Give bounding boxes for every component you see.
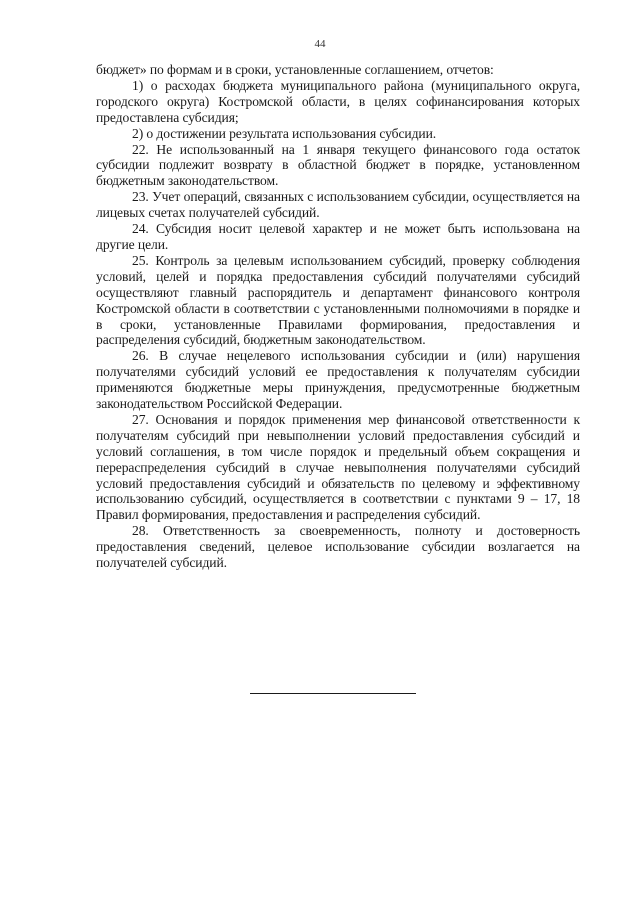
end-of-document-rule [250, 693, 416, 694]
paragraph-item-1: 1) о расходах бюджета муниципального района (муниципального округа, городского округа) Костромской области, в целях софинансирования которых предоставлена субсидия; [96, 77, 580, 125]
paragraph-23: 23. Учет операций, связанных с использованием субсидии, осуществляется на лицевых счетах получателей субсидий. [96, 189, 580, 221]
page-number: 44 [314, 38, 326, 50]
paragraph-22: 22. Не использованный на 1 января текущего финансового года остаток субсидии подлежит возврату в областной бюджет в порядке, установленном бюджетным законодательством. [96, 141, 580, 189]
document-body [96, 62, 580, 571]
paragraph-27: 27. Основания и порядок применения мер финансовой ответственности к получателям субсидий при невыполнении условий предоставления субсидий и условий соглашения, в том числе порядок и предельный объем сокращения и перераспределения субсидий в случае невыполнения получателями субсидий условий предоставления субсидий и обязательств по целевому и эффективному использованию субсидий, осуществляется в соответствии с пунктами 9 – 17, 18 Правил формирования, предоставления и распределения субсидий. [96, 411, 580, 523]
paragraph-item-2: 2) о достижении результата использования субсидии. [132, 125, 437, 141]
paragraph-26: 26. В случае нецелевого использования субсидии и (или) нарушения получателями субсидий условий ее предоставления к получателям субсидии применяются бюджетные меры принуждения, предусмотренные бюджетным законодательством Российской Федерации. [96, 348, 580, 412]
paragraph-continuation: бюджет» по формам и в сроки, установленные соглашением, отчетов: [96, 62, 494, 77]
paragraph-24: 24. Субсидия носит целевой характер и не может быть использована на другие цели. [96, 221, 580, 252]
paragraph-28: 28. Ответственность за своевременность, полноту и достоверность предоставления сведений, целевое использование субсидии возлагается на получателей субсидий. [96, 523, 580, 571]
paragraph-25: 25. Контроль за целевым использованием субсидий, проверку соблюдения условий, целей и порядка предоставления субсидий получателями субсидий осуществляют главный распорядитель и департамент финансового контроля Костромской области в соответствии с установленными полномочиями в порядке и в сроки, установленные Правилами формирования, предоставления и распределения субсидий, бюджетным законодательством. [96, 252, 580, 348]
